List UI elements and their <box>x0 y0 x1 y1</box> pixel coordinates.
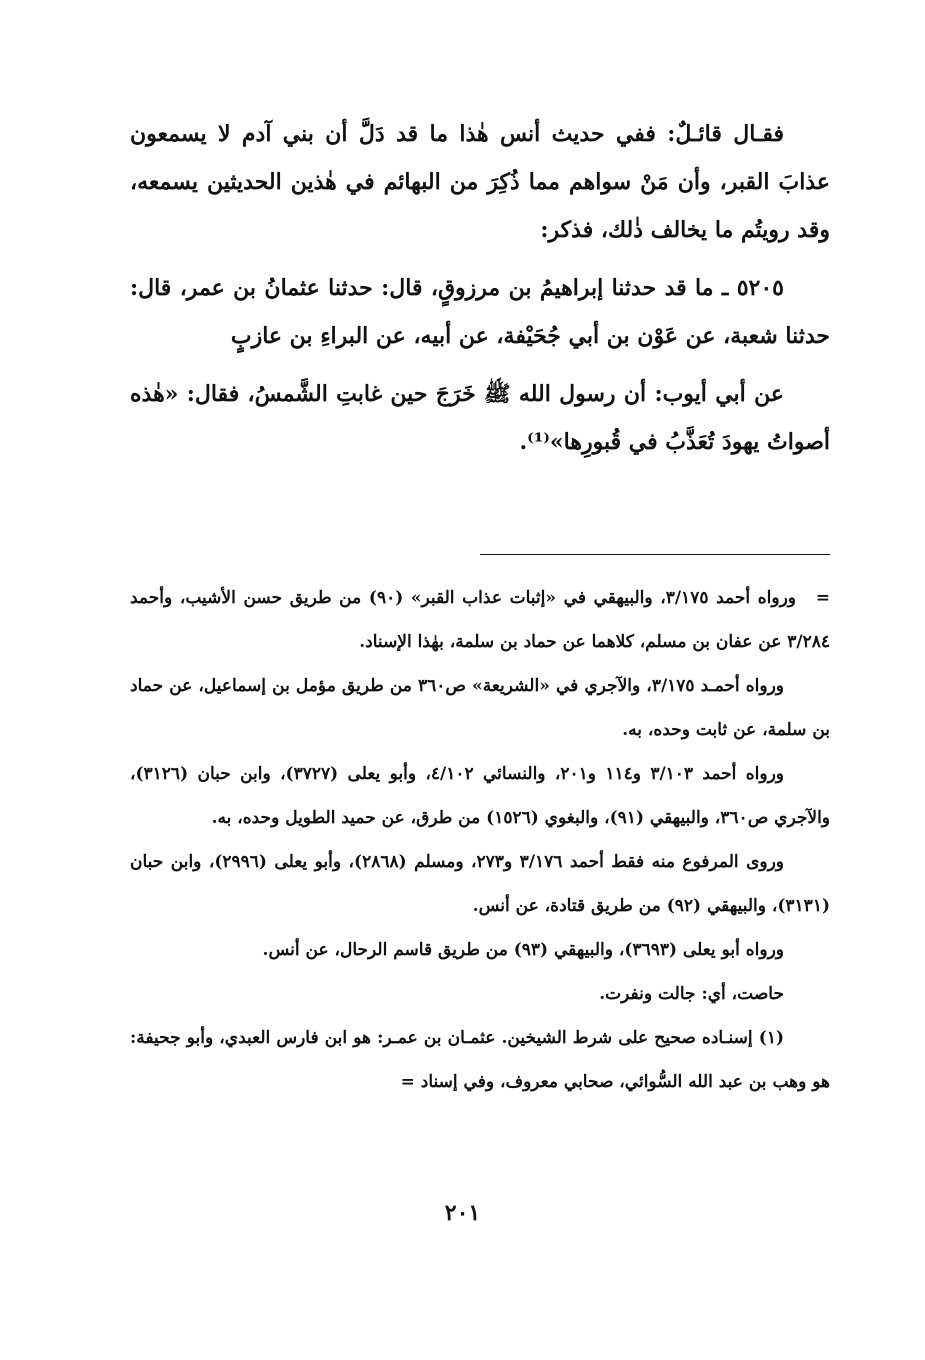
footnote-paragraph-1: ورواه أحمد ٣/١٧٥، والبيهقي في «إثبات عذاب القبر» (٩٠) من طريق حسن الأشيب، وأحمد ٣/٢٨٤ عن عفان بن مسلم، كلاهما عن حماد بن سلمة، بهٰذا الإسناد. <box>130 588 830 652</box>
continuation-marker: = <box>815 588 830 608</box>
footnote-paragraph-2: ورواه أحمـد ٣/١٧٥، والآجري في «الشريعة» ص٣٦٠ من طريق مؤمل بن إسماعيل، عن حماد بن سلمة، عن ثابت وحده، به. <box>130 676 830 740</box>
footnote-paragraph-4: وروى المرفوع منه فقط أحمد ٣/١٧٦ و٢٧٣، ومسلم (٢٨٦٨)، وأبو يعلى (٢٩٩٦)، وابن حبان (٣١٣١)، والبيهقي (٩٢) من طريق قتادة، عن أنس. <box>130 852 830 916</box>
footnote-continuation <box>130 576 830 664</box>
footnote-1: (١) إسنـاده صحيح على شرط الشيخين. عثمـان بن عمـر: هو ابن فارس العبدي، وأبو جحيفة: هو وهب بن عبد الله السُّوائي، صحابي معروف، وفي إسناد = <box>130 1028 830 1092</box>
intro-paragraph: فقـال قائـلٌ: ففي حديث أنس هٰذا ما قد دَلَّ أن بني آدم لا يسمعون عذابَ القبر، وأن مَنْ سواهم مما ذُكِرَ من البهائم في هٰذين الحديثين يسمعه، وقد رويتُم ما يخالف ذٰلك، فذكر: <box>130 121 830 243</box>
main-text <box>130 110 830 466</box>
footnote-paragraph-5: ورواه أبو يعلى (٣٦٩٣)، والبيهقي (٩٣) من طريق قاسم الرحال، عن أنس. <box>262 940 784 960</box>
hadith-matn-paragraph: عن أبي أيوب: أن رسول الله ﷺ خَرَجَ حين غابتِ الشَّمسُ، فقال: «هٰذه أصواتُ يهودَ تُعَذَّبُ في قُبورِها»⁽¹⁾. <box>130 381 830 455</box>
footnote-paragraph-3: ورواه أحمد ٣/١٠٣ و١١٤ و٢٠١، والنسائي ٤/١٠٢، وأبو يعلى (٣٧٢٧)، وابن حبان (٣١٢٦)، والآجري ص٣٦٠، والبيهقي (٩١)، والبغوي (١٥٢٦) من طرق، عن حميد الطويل وحده، به. <box>130 764 830 828</box>
page-number: ٢٠١ <box>444 1200 481 1226</box>
footnote-separator <box>480 554 830 555</box>
footnotes <box>130 576 830 1104</box>
footnote-paragraph-6: حاصت، أي: جالت ونفرت. <box>599 984 784 1004</box>
hadith-isnad-paragraph: ٥٢٠٥ ـ ما قد حدثنا إبراهيمُ بن مرزوقٍ، قال: حدثنا عثمانُ بن عمر، قال: حدثنا شعبة، عن عَوْن بن أبي جُحَيْفة، عن أبيه، عن البراءِ بن عازبٍ <box>130 275 830 349</box>
